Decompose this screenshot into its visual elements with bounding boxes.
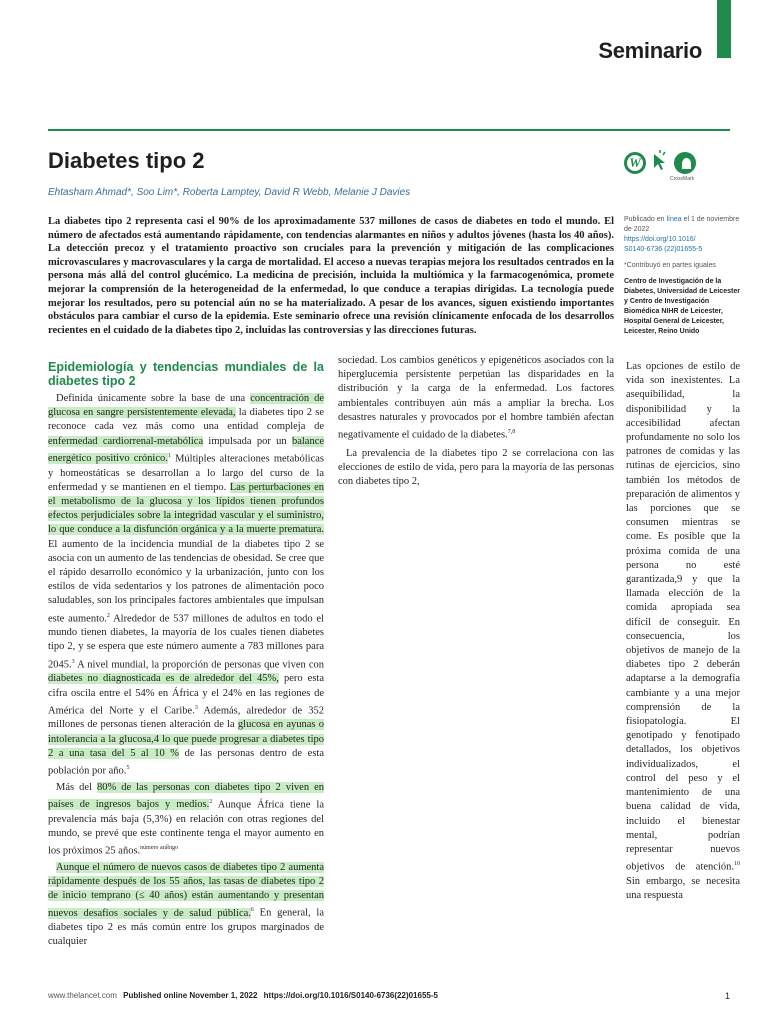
doi-link-line2[interactable]: S0140-6736 (22)01655-5 <box>624 246 703 253</box>
paragraph-1 <box>338 354 614 443</box>
paragraph-2 <box>338 447 614 490</box>
paragraph-1: Definida únicamente sobre la base de una concentración de glucosa en sangre persistentemente elevada, la diabetes tipo 2 se reconoce cada vez más como una entidad compleja de enfermedad cardiorrenal-metabólica impulsada por un balance energético positivo crónico.$^1$ Múltiples alteraciones metabólicas y homeostáticas se desarrollan a lo largo del curso de la enfermedad y se mantienen en el tiempo. Las perturbaciones en el metabolismo de la glucosa y los lípidos tienen profundos efectos perjudiciales sobre la integridad vascular y el suministro, lo que conduce a la disfunción orgánica y a la muerte prematura. El aumento de la incidencia mundial de la diabetes tipo 2 se asocia con un aumento de las tendencias de obesidad. Se cree que el rápido desarrollo económico y la urbanización, junto con los estilos de vida sedentarios y los patrones de alimentación poco saludables, son los principales factores ambientales que impulsan este aumento.$^2$ Alrededor de 537 millones de adultos en todo el mundo tienen diabetes, la mayoría de los cuales tienen diabetes tipo 2, y se espera que este número aumente a 783 millones para 2045.$^3$ A nivel mundial, la proporción de personas que viven con diabetes no diagnosticada es de alrededor del 45%, pero esta cifra oscila entre el 54% en África y el 24% en las regiones de América del Norte y el Caribe.$^3$ Además, alrededor de 352 millones de personas tienen alteración de la glucosa en ayunas o intolerancia a la glucosa,4 lo que puede progresar a diabetes tipo 2 a una tasa del 5 al 10 % de las personas dentro de esta población por año.$^5$ <box>48 393 325 777</box>
text-run: Alrededor de 537 millones de adultos en todo el mundo tienen diabetes, la mayoría de los cuales tienen diabetes tipo 2, y se espera que este número aumente a 783 millones para 2045. <box>48 613 324 671</box>
text-run: Definida únicamente sobre la base de una <box>56 393 251 404</box>
published-online-link[interactable]: línea <box>666 216 682 223</box>
section-label: Seminario <box>598 38 702 63</box>
text-run: La prevalencia de la diabetes tipo 2 se correlaciona con las elecciones de estilo de vida, pero para la mayoría de las personas con diabetes tipo 2, <box>338 447 614 488</box>
highlight: diabetes no diagnosticada es de alrededor del 45%, <box>48 673 279 685</box>
crossmark-icon[interactable] <box>674 152 696 174</box>
reference-marker: 10 <box>734 861 740 868</box>
published-prefix: Publicado en <box>624 216 665 223</box>
article-title: Diabetes tipo 2 <box>48 148 205 173</box>
highlight: balance energético positivo crónico. <box>48 435 325 465</box>
published-date: el 1 de noviembre de 2022 <box>624 216 740 233</box>
text-run: de las personas dentro de esta población por año. <box>48 747 325 777</box>
section-accent-bar <box>717 0 731 58</box>
text-run: la diabetes tipo 2 se reconoce cada vez más como una entidad compleja de <box>48 407 324 433</box>
text-run: pero esta cifra oscila entre el 54% en África y el 24% en las regiones de América del Norte y el Caribe. <box>48 673 324 717</box>
highlight: glucosa en ayunas o intolerancia a la glucosa,4 lo que puede progresar a diabetes tipo 2 a una tasa del 5 al 10 % <box>48 719 324 759</box>
page-number: 1 <box>724 991 730 1001</box>
paragraph-2: Más del 80% de las personas con diabetes tipo 2 viven en países de ingresos bajos y medios.$^2$ Aunque África tiene la prevalencia más baja (5,3%) en relación con otras regiones del mundo, se prevé que este continente tenga el mayor aumento en los próximos 25 años.$^{número arábigo}$ <box>48 781 325 857</box>
text-run: El aumento de la incidencia mundial de la diabetes tipo 2 se asocia con un aumento de las tendencias de obesidad. Se cree que el rápido desarrollo económico y la urbanización, junto con los estilos de vida sedentarios y los patrones de alimentación poco saludables, son los principales factores ambientales que impulsan este aumento. <box>48 538 324 625</box>
doi-link-line1[interactable]: https://doi.org/10.1016/ <box>624 236 696 243</box>
article-icons <box>624 150 704 184</box>
highlight: enfermedad cardiorrenal-metabólica <box>48 435 204 447</box>
highlight: concentración de glucosa en sangre persistentemente elevada, <box>48 393 324 419</box>
text-run: A nivel mundial, la proporción de personas que viven con <box>74 659 324 671</box>
equal-contribution-note: *Contribuyó en partes iguales <box>624 262 716 269</box>
column-text-tail: Sin embargo, se necesita una respuesta <box>626 875 740 902</box>
paragraph-3: Aunque el número de nuevos casos de diabetes tipo 2 aumenta rápidamente después de los 55 años, las tasas de diabetes tipo 2 de inicio temprano (≤ 40 años) están aumentando y presentan nuevos desafíos sociales y de salud pública.$^6$ En general, la diabetes tipo 2 es más común entre los grupos marginados de cualquier <box>48 861 324 948</box>
text-run: Además, alrededor de 352 millones de personas tienen alteración de la <box>48 705 324 731</box>
author-affiliation <box>624 277 744 337</box>
publication-info <box>624 215 744 255</box>
section-heading: Epidemiología y tendencias mundiales de la diabetes tipo 2 <box>48 360 324 388</box>
body-column-3 <box>626 360 740 903</box>
text-run: Aunque África tiene la prevalencia más baja (5,3%) en relación con otras regiones del mundo, se prevé que este continente tenga el mayor aumento en los próximos 25 años. <box>48 799 325 857</box>
footnote-marker: número arábigo <box>140 845 178 852</box>
body-column-1 <box>48 360 324 952</box>
highlight: Las perturbaciones en el metabolismo de la glucosa y los lípidos tienen profundos efectos perjudiciales sobre la integridad vascular y el suministro, lo que conduce a la disfunción orgánica y a la muerte prematura. <box>48 481 324 536</box>
text-run: sociedad. Los cambios genéticos y epigenéticos asociados con la hiperglucemia persistente perpetúan las disparidades en la distribución y la carga de la enfermedad. Los factores ambientales contribuyen aún más a ampliar la brecha. Los desastres naturales y provocados por el hombre también afectan negativamente el cuidado de la diabetes. <box>338 355 614 441</box>
text-run: Más del <box>56 781 97 793</box>
text-run: impulsada por un <box>203 435 292 447</box>
text-run: Múltiples alteraciones metabólicas y homeostáticas se desarrollan a lo largo del curso de la enfermedad y se mantienen en el tiempo. <box>48 453 324 493</box>
article-authors: Ehtasham Ahmad*, Soo Lim*, Roberta Lamptey, David R Webb, Melanie J Davies <box>48 187 411 198</box>
reference-marker: 7,8 <box>507 429 516 436</box>
footer-doi-link[interactable]: https://doi.org/10.1016/S0140-6736(22)01655-5 <box>263 991 438 1000</box>
highlight: Aunque el número de nuevos casos de diabetes tipo 2 aumenta rápidamente después de los 55 años, las tasas de diabetes tipo 2 de inicio temprano (≤ 40 años) están aumentando y presentan nuevos desafíos sociales y de salud pública. <box>48 861 324 919</box>
column-text: Las opciones de estilo de vida son inexistentes. La asequibilidad, la disponibilidad y la accesibilidad afectan profundamente no solo los patrones de comidas y las rutinas de ejercicios, sino también los métodos de preparación de alimentos y las porciones que se consumen mientras se come. Es posible que la próxima comida de una persona no esté garantizada,9 y que la llamada elección de la comida apropiada sea difícil de conseguir. En consecuencia, los objetivos de manejo de la diabetes tipo 2 deberán adaptarse a la demografía cambiante y a una mejor comprensión de la fisiopatología. El genotipado y fenotipado detallados, los objetivos individualizados, el control del peso y el mantenimiento de una buena calidad de vida, incluido el bienestar mental, podrían representar nuevos objetivos de atención. <box>626 361 740 873</box>
article-abstract: La diabetes tipo 2 representa casi el 90% de los aproximadamente 537 millones de casos de diabetes en todo el mundo. El número de afectados está aumentando rápidamente, con tendencias alarmantes en niños y adultos jóvenes (hasta los 40 años). La detección precoz y el tratamiento proactivo son cruciales para la prevención y mitigación de las complicaciones microvasculares y macrovasculares y la carga de mortalidad. El acceso a nuevas terapias mejora los resultados centrados en la persona más allá del control glucémico. La medicina de precisión, incluida la multiómica y la farmacogenómica, promete mejorar la comprensión de la heterogeneidad de la enfermedad, lo que conduce a terapias dirigidas. La tecnología puede mejorar los resultados, pero su potencial aún no se ha materializado. A pesar de los avances, siguen existiendo importantes obstáculos para cambiar el curso de la epidemia. Este seminario ofrece una revisión clínicamente enfocada de los desarrollos recientes en el cuidado de la diabetes tipo 2, incluidas las controversias y las direcciones futuras. <box>48 216 614 336</box>
text-run: En general, la diabetes tipo 2 es más común entre los grupos marginados de cualquier <box>48 907 324 948</box>
side-metadata <box>624 215 744 343</box>
highlight: 80% de las personas con diabetes tipo 2 viven en países de ingresos bajos y medios. <box>48 781 324 811</box>
header-rule <box>48 129 730 131</box>
body-column-2 <box>338 354 614 491</box>
cursor-click-icon[interactable] <box>652 150 668 172</box>
published-online: Published online November 1, 2022 <box>123 991 258 1000</box>
crossmark-label: CrossMark <box>670 176 695 182</box>
journal-site-link[interactable]: www.thelancet.com <box>48 991 117 1000</box>
open-access-icon[interactable]: W <box>624 152 646 174</box>
page-footer <box>48 991 730 1000</box>
affiliation-text: Centro de Investigación de la Diabetes, Universidad de Leicester y Centro de Investigación Biomédica NIHR de Leicester, Hospital General de Leicester, Leicester, Reino Unido <box>624 278 740 335</box>
